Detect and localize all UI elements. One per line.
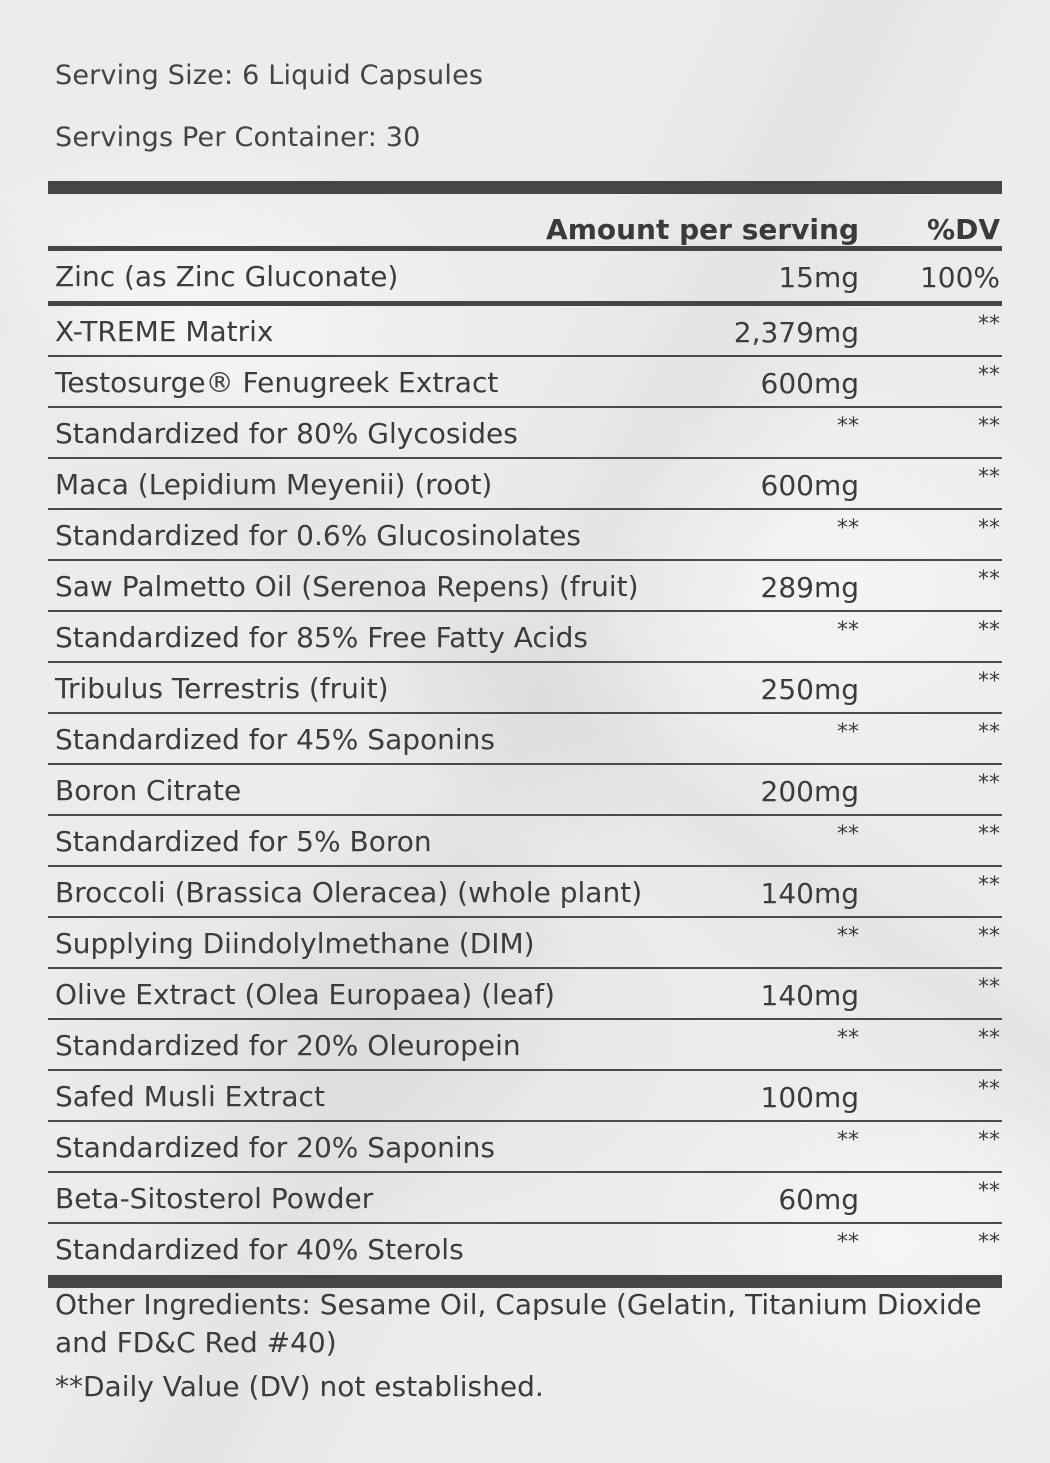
- table-row: [48, 867, 1002, 918]
- ingredient-amount: 100mg: [760, 1081, 859, 1114]
- ingredient-name: Standardized for 40% Sterols: [55, 1233, 464, 1266]
- table-row: [48, 1173, 1002, 1224]
- ingredient-name: Standardized for 85% Free Fatty Acids: [55, 621, 588, 654]
- ingredient-name: Beta-Sitosterol Powder: [55, 1182, 374, 1215]
- ingredient-dv: **: [978, 1179, 1000, 1204]
- servings-per-container: Servings Per Container: 30: [55, 122, 421, 153]
- ingredient-dv: **: [978, 1077, 1000, 1102]
- serving-size: Serving Size: 6 Liquid Capsules: [55, 60, 484, 91]
- ingredient-name: Standardized for 0.6% Glucosinolates: [55, 519, 581, 552]
- ingredient-amount: **: [837, 720, 859, 745]
- ingredient-dv: **: [978, 1128, 1000, 1153]
- amount-column-header: Amount per serving: [546, 213, 859, 246]
- ingredient-dv: **: [978, 1230, 1000, 1255]
- ingredient-name: Standardized for 20% Saponins: [55, 1131, 495, 1164]
- ingredient-dv: **: [978, 771, 1000, 796]
- ingredient-name: Standardized for 80% Glycosides: [55, 417, 518, 450]
- ingredient-amount: **: [837, 1026, 859, 1051]
- ingredient-dv: **: [978, 567, 1000, 592]
- table-row: [48, 765, 1002, 816]
- ingredient-dv: **: [978, 720, 1000, 745]
- ingredient-amount: 250mg: [760, 673, 859, 706]
- supplement-facts-table: [48, 181, 1002, 1288]
- ingredient-name: Saw Palmetto Oil (Serenoa Repens) (fruit): [55, 570, 639, 603]
- table-row: [48, 663, 1002, 714]
- ingredient-amount: **: [837, 516, 859, 541]
- ingredient-amount: 60mg: [778, 1183, 859, 1216]
- ingredient-amount: **: [837, 1230, 859, 1255]
- ingredient-amount: 200mg: [760, 775, 859, 808]
- ingredient-amount: 600mg: [760, 367, 859, 400]
- ingredient-dv: **: [978, 465, 1000, 490]
- ingredient-amount: **: [837, 414, 859, 439]
- ingredient-amount: **: [837, 924, 859, 949]
- ingredient-amount: **: [837, 1128, 859, 1153]
- ingredient-rows: [48, 251, 1002, 1275]
- ingredient-amount: 2,379mg: [733, 316, 859, 349]
- ingredient-dv: **: [978, 516, 1000, 541]
- ingredient-name: Broccoli (Brassica Oleracea) (whole plant): [55, 876, 643, 909]
- dv-footnote: **Daily Value (DV) not established.: [55, 1370, 544, 1403]
- footer-notes: [55, 1286, 1005, 1406]
- table-row: [48, 1122, 1002, 1173]
- ingredient-dv: **: [978, 822, 1000, 847]
- ingredient-dv: **: [978, 414, 1000, 439]
- ingredient-name: Standardized for 45% Saponins: [55, 723, 495, 756]
- ingredient-dv: **: [978, 618, 1000, 643]
- ingredient-amount: 140mg: [760, 877, 859, 910]
- table-row: [48, 251, 1002, 306]
- ingredient-name: Standardized for 5% Boron: [55, 825, 432, 858]
- dv-column-header: %DV: [927, 213, 1000, 246]
- table-row: [48, 510, 1002, 561]
- ingredient-dv: **: [978, 1026, 1000, 1051]
- top-divider-bar: [48, 181, 1002, 194]
- ingredient-name: Testosurge® Fenugreek Extract: [55, 366, 499, 399]
- table-row: [48, 612, 1002, 663]
- ingredient-name: Zinc (as Zinc Gluconate): [55, 260, 399, 293]
- table-row: [48, 561, 1002, 612]
- ingredient-dv: **: [978, 363, 1000, 388]
- ingredient-dv: **: [978, 873, 1000, 898]
- ingredient-amount: 15mg: [778, 261, 859, 294]
- ingredient-name: Boron Citrate: [55, 774, 242, 807]
- table-row: [48, 1071, 1002, 1122]
- ingredient-dv: 100%: [919, 261, 1000, 294]
- ingredient-name: Maca (Lepidium Meyenii) (root): [55, 468, 493, 501]
- table-row: [48, 357, 1002, 408]
- ingredient-amount: **: [837, 618, 859, 643]
- ingredient-amount: 600mg: [760, 469, 859, 502]
- ingredient-name: Safed Musli Extract: [55, 1080, 325, 1113]
- table-row: [48, 306, 1002, 357]
- ingredient-dv: **: [978, 924, 1000, 949]
- ingredient-dv: **: [978, 669, 1000, 694]
- table-row: [48, 1224, 1002, 1275]
- ingredient-amount: 289mg: [760, 571, 859, 604]
- ingredient-dv: **: [978, 312, 1000, 337]
- table-row: [48, 816, 1002, 867]
- ingredient-amount: 140mg: [760, 979, 859, 1012]
- ingredient-name: Tribulus Terrestris (fruit): [55, 672, 389, 705]
- table-row: [48, 408, 1002, 459]
- table-row: [48, 459, 1002, 510]
- ingredient-dv: **: [978, 975, 1000, 1000]
- ingredient-name: X-TREME Matrix: [55, 315, 274, 348]
- table-row: [48, 714, 1002, 765]
- table-row: [48, 1020, 1002, 1071]
- table-header: [48, 194, 1002, 251]
- other-ingredients: Other Ingredients: Sesame Oil, Capsule (Gelatin, Titanium Dioxide and FD&C Red #40): [55, 1288, 982, 1359]
- ingredient-name: Supplying Diindolylmethane (DIM): [55, 927, 535, 960]
- ingredient-name: Olive Extract (Olea Europaea) (leaf): [55, 978, 555, 1011]
- ingredient-amount: **: [837, 822, 859, 847]
- table-row: [48, 969, 1002, 1020]
- table-row: [48, 918, 1002, 969]
- ingredient-name: Standardized for 20% Oleuropein: [55, 1029, 521, 1062]
